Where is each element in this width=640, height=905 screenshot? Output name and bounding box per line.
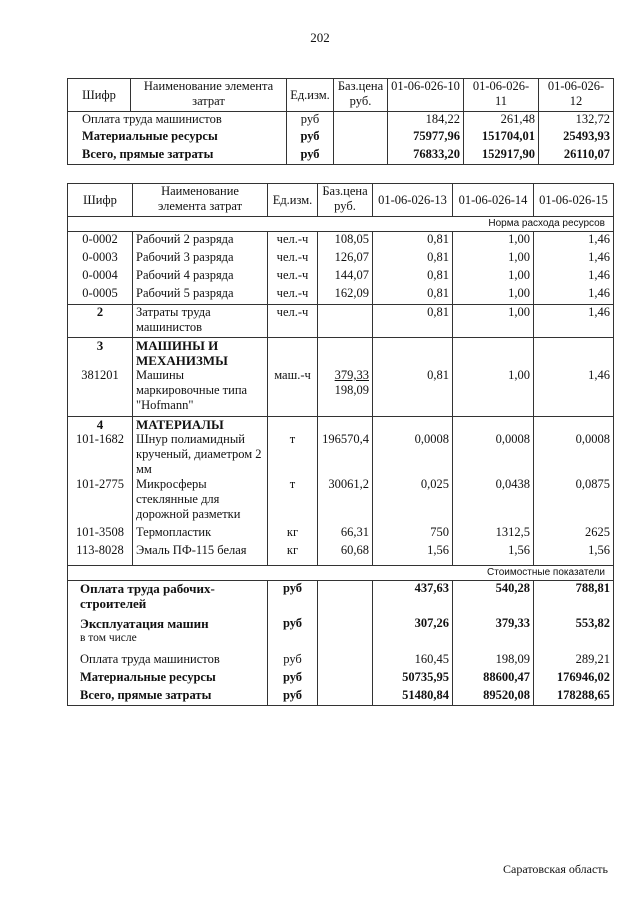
table-row (68, 129, 614, 147)
row-unit: руб (268, 688, 318, 706)
section-code: 3 (96, 338, 104, 353)
row-value-1 (373, 417, 453, 566)
item-name: Термопластик (136, 525, 212, 539)
row-value-3: 26110,07 (539, 147, 614, 165)
header-price: Баз.цена руб. (318, 184, 373, 217)
row-unit: чел.-ч (268, 250, 318, 268)
row-value-1: 0,81 (373, 250, 453, 268)
price-top: 379,33 (334, 368, 369, 382)
table-header (68, 184, 614, 217)
header-col3: 01-06-026-12 (539, 79, 614, 112)
item-code: 101-2775 (76, 477, 124, 491)
header-price: Баз.цена руб. (334, 79, 388, 112)
value: 1,56 (427, 543, 449, 557)
value: 0,0875 (575, 477, 610, 491)
row-price (334, 112, 388, 129)
item-price: 66,31 (340, 525, 369, 539)
row-price (334, 129, 388, 147)
row-price (318, 338, 373, 417)
row-name: Оплата труда рабочих-строителей (68, 581, 268, 616)
value: 750 (430, 525, 449, 539)
row-unit: руб (268, 616, 318, 652)
footer-region: Саратовская область (502, 862, 608, 876)
row-name: Всего, прямые затраты (68, 688, 268, 706)
header-unit: Ед.изм. (268, 184, 318, 217)
row-value-3: 1,46 (534, 250, 614, 268)
row-value-2: 88600,47 (453, 670, 534, 688)
item-code: 101-3508 (76, 525, 124, 539)
row-price (318, 305, 373, 338)
row-unit (268, 417, 318, 566)
row-code: 2 (68, 305, 133, 338)
totals-row (68, 688, 614, 706)
value: 0,81 (427, 368, 449, 382)
row-value-3: 132,72 (539, 112, 614, 129)
row-value-3: 1,46 (534, 268, 614, 286)
norm-label: Норма расхода ресурсов (68, 217, 614, 232)
row-code: 0-0005 (68, 286, 133, 305)
row-unit: руб (268, 581, 318, 616)
value: 0,025 (420, 477, 449, 491)
totals-row (68, 616, 614, 652)
row-value-3: 1,46 (534, 305, 614, 338)
section-2-row (68, 305, 614, 338)
row-value-3: 289,21 (534, 652, 614, 670)
header-name: Наименование элемента затрат (133, 184, 268, 217)
value: 0,0008 (495, 432, 530, 446)
row-value-3: 25493,93 (539, 129, 614, 147)
item-name: Машины маркировочные типа "Hofmann" (136, 368, 248, 412)
section-title: МАШИНЫ И МЕХАНИЗМЫ (136, 338, 228, 368)
row-value-1 (373, 338, 453, 417)
row-unit: руб (287, 129, 334, 147)
row-value-1: 50735,95 (373, 670, 453, 688)
section-4-row (68, 417, 614, 566)
row-code (68, 417, 133, 566)
item-price: 60,68 (340, 543, 369, 557)
row-value-1: 0,81 (373, 286, 453, 305)
value: 0,0008 (414, 432, 449, 446)
row-value-2 (453, 417, 534, 566)
row-unit: руб (287, 112, 334, 129)
row-unit: чел.-ч (268, 232, 318, 250)
item-code: 381201 (81, 368, 119, 382)
total-subnote: в том числе (80, 631, 137, 644)
row-value-1: 184,22 (388, 112, 464, 129)
row-price (318, 670, 373, 688)
header-code: Шифр (68, 184, 133, 217)
row-name: Материальные ресурсы (68, 129, 287, 147)
row-value-1: 437,63 (373, 581, 453, 616)
value: 0,0438 (495, 477, 530, 491)
item-unit: кг (286, 543, 299, 557)
row-price (334, 147, 388, 165)
header-code: Шифр (68, 79, 131, 112)
row-value-2: 540,28 (453, 581, 534, 616)
row-unit: чел.-ч (268, 268, 318, 286)
row-price: 144,07 (318, 268, 373, 286)
row-code: 0-0003 (68, 250, 133, 268)
row-name (68, 616, 268, 652)
row-price: 108,05 (318, 232, 373, 250)
item-price: 196570,4 (322, 432, 369, 446)
value: 1,46 (588, 368, 610, 382)
item-unit: т (289, 477, 296, 491)
row-unit: руб (287, 147, 334, 165)
item-code: 101-1682 (76, 432, 124, 446)
row-value-2: 151704,01 (464, 129, 539, 147)
value: 1,00 (508, 368, 530, 382)
header-name: Наименование элемента затрат (131, 79, 287, 112)
row-price (318, 616, 373, 652)
row-value-1: 0,81 (373, 232, 453, 250)
row-unit (268, 338, 318, 417)
table-row (68, 250, 614, 268)
price-bottom: 198,09 (334, 383, 369, 397)
section-title: МАТЕРИАЛЫ (136, 417, 224, 432)
page-number: 202 (310, 30, 330, 45)
row-price: 126,07 (318, 250, 373, 268)
header-col2: 01-06-026-14 (453, 184, 534, 217)
row-name: Рабочий 2 разряда (133, 232, 268, 250)
item-unit: кг (286, 525, 299, 539)
value: 0,0008 (575, 432, 610, 446)
section-code: 4 (96, 417, 104, 432)
row-name: Рабочий 5 разряда (133, 286, 268, 305)
row-name: Рабочий 3 разряда (133, 250, 268, 268)
total-name: Эксплуатация машин (80, 615, 209, 631)
section-3-row (68, 338, 614, 417)
value: 1,56 (588, 543, 610, 557)
row-name: Всего, прямые затраты (68, 147, 287, 165)
row-value-3: 788,81 (534, 581, 614, 616)
row-name: Оплата труда машинистов (68, 112, 287, 129)
row-code: 0-0004 (68, 268, 133, 286)
item-code: 113-8028 (76, 543, 124, 557)
row-value-2: 261,48 (464, 112, 539, 129)
row-value-3: 1,46 (534, 286, 614, 305)
header-col1: 01-06-026-13 (373, 184, 453, 217)
row-value-2 (453, 338, 534, 417)
cost-table-2 (67, 183, 614, 706)
row-value-2: 1,00 (453, 305, 534, 338)
row-name: Оплата труда машинистов (68, 652, 268, 670)
row-value-3 (534, 338, 614, 417)
row-unit: чел.-ч (268, 286, 318, 305)
row-value-1: 307,26 (373, 616, 453, 652)
header-col2: 01-06-026-11 (464, 79, 539, 112)
row-value-3 (534, 417, 614, 566)
row-value-1: 76833,20 (388, 147, 464, 165)
totals-row (68, 670, 614, 688)
row-value-3: 176946,02 (534, 670, 614, 688)
item-price: 30061,2 (328, 477, 369, 491)
value: 1,56 (508, 543, 530, 557)
row-value-2: 152917,90 (464, 147, 539, 165)
value: 2625 (585, 525, 610, 539)
row-value-1: 0,81 (373, 305, 453, 338)
row-unit: чел.-ч (268, 305, 318, 338)
item-unit: т (289, 432, 296, 446)
row-value-2: 1,00 (453, 268, 534, 286)
row-unit: руб (268, 652, 318, 670)
cost-table-1 (67, 78, 614, 165)
row-value-2: 89520,08 (453, 688, 534, 706)
item-name: Шнур полиамидный крученый, диаметром 2 мм (136, 432, 262, 476)
row-value-2: 1,00 (453, 232, 534, 250)
header-col1: 01-06-026-10 (388, 79, 464, 112)
header-col3: 01-06-026-15 (534, 184, 614, 217)
row-name: Рабочий 4 разряда (133, 268, 268, 286)
row-price (318, 417, 373, 566)
table-row (68, 112, 614, 129)
row-price (318, 688, 373, 706)
row-name (133, 338, 268, 417)
totals-row (68, 581, 614, 616)
row-name: Материальные ресурсы (68, 670, 268, 688)
table-row (68, 147, 614, 165)
value: 1312,5 (495, 525, 530, 539)
table-row (68, 286, 614, 305)
row-name (133, 417, 268, 566)
row-price: 162,09 (318, 286, 373, 305)
header-unit: Ед.изм. (287, 79, 334, 112)
row-value-1: 75977,96 (388, 129, 464, 147)
item-unit: маш.-ч (274, 368, 311, 382)
cost-label: Стоимостные показатели (68, 566, 614, 581)
item-name: Эмаль ПФ-115 белая (136, 543, 247, 557)
totals-row (68, 652, 614, 670)
norm-label-row (68, 217, 614, 232)
row-value-2: 1,00 (453, 250, 534, 268)
table-row (68, 232, 614, 250)
row-value-1: 0,81 (373, 268, 453, 286)
cost-label-row (68, 566, 614, 581)
row-code (68, 338, 133, 417)
row-name: Затраты труда машинистов (133, 305, 268, 338)
row-value-1: 51480,84 (373, 688, 453, 706)
item-name: Микросферы стеклянные для дорожной разметки (136, 477, 241, 521)
row-price (318, 581, 373, 616)
row-code: 0-0002 (68, 232, 133, 250)
row-unit: руб (268, 670, 318, 688)
row-value-3: 1,46 (534, 232, 614, 250)
row-price (318, 652, 373, 670)
row-value-2: 379,33 (453, 616, 534, 652)
row-value-2: 198,09 (453, 652, 534, 670)
row-value-2: 1,00 (453, 286, 534, 305)
table-header (68, 79, 614, 112)
row-value-1: 160,45 (373, 652, 453, 670)
row-value-3: 178288,65 (534, 688, 614, 706)
row-value-3: 553,82 (534, 616, 614, 652)
table-row (68, 268, 614, 286)
